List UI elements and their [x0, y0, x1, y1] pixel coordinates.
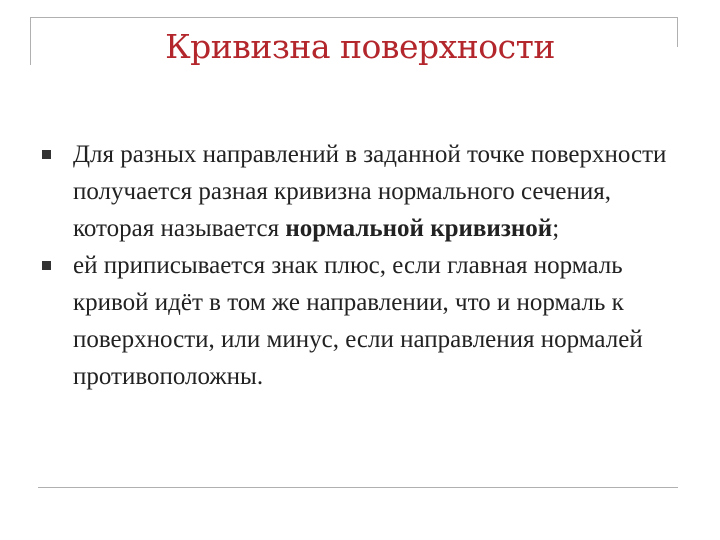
- bullet-1-text-bold: нормальной кривизной: [285, 215, 553, 242]
- square-bullet-icon: [42, 150, 51, 159]
- frame-bottom-line: [38, 487, 678, 488]
- bullet-item-1: [42, 136, 682, 247]
- bullet-1-text-before: Для разных направлений в заданной точке поверхности получается разная кривизна нормального сечения, которая называется: [73, 141, 667, 242]
- bullet-2-text: ей приписывается знак плюс, если главная нормаль кривой идёт в том же направлении, что и нормаль к поверхности, или минус, если направления нормалей противоположны.: [73, 252, 643, 390]
- square-bullet-icon: [42, 261, 51, 270]
- frame-top-line: [30, 17, 678, 18]
- bullet-item-2: [42, 247, 682, 395]
- bullet-list: [42, 136, 682, 395]
- frame-left-line: [30, 17, 31, 65]
- slide-title: Кривизна поверхности: [165, 27, 555, 66]
- bullet-1-text-after: ;: [552, 215, 560, 242]
